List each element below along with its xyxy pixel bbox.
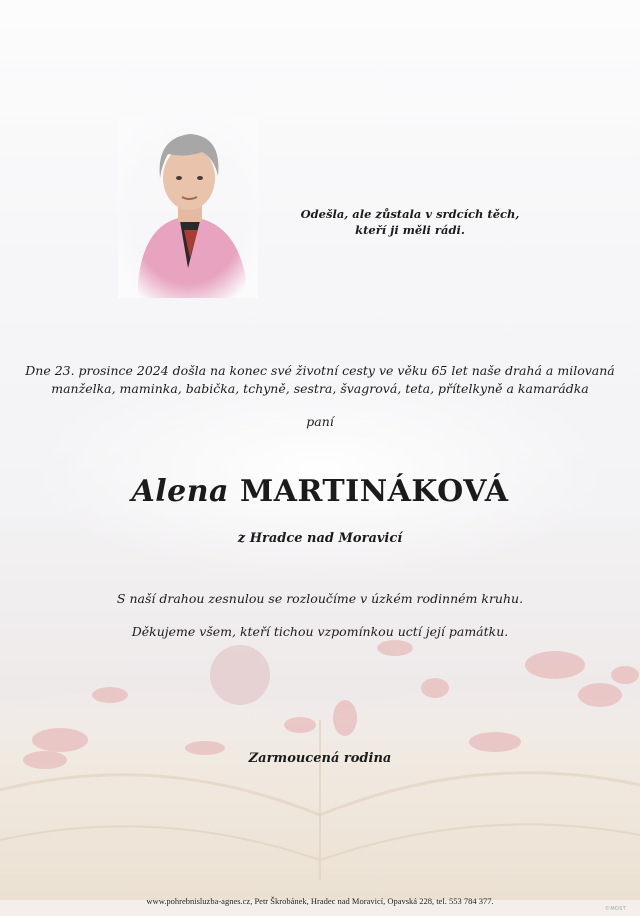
epitaph-line-1: Odešla, ale zůstala v srdcích těch, (300, 207, 520, 221)
farewell-line-1: S naší drahou zesnulou se rozloučíme v úzkém rodinném kruhu. (116, 591, 524, 606)
first-name: Alena (131, 474, 229, 509)
portrait-photo (118, 118, 258, 298)
epitaph-quote (285, 206, 535, 238)
funeral-service-footer: www.pohrebnisluzba-agnes.cz, Petr Škrobánek, Hradec nad Moravicí, Opavská 228, tel. 553 784 377. (146, 896, 494, 906)
announcement-text (20, 362, 620, 398)
origin-place: z Hradce nad Moravicí (237, 531, 403, 546)
epitaph-line-2: kteří ji měli rádi. (355, 223, 465, 237)
last-name: MARTINÁKOVÁ (239, 474, 509, 509)
deceased-name (0, 474, 640, 509)
announcement-line-2: manželka, maminka, babička, tchyně, sestra, švagrová, teta, přítelkyně a kamarádka (51, 381, 589, 396)
print-watermark: ©MOST (605, 906, 626, 912)
family-signature: Zarmoucená rodina (248, 751, 392, 766)
title-word: paní (306, 414, 334, 429)
farewell-line-2: Děkujeme všem, kteří tichou vzpomínkou uctí její památku. (131, 624, 509, 639)
announcement-line-1: Dne 23. prosince 2024 došla na konec své životní cesty ve věku 65 let naše drahá a milovaná (25, 363, 615, 378)
book-background-illustration (0, 600, 640, 900)
